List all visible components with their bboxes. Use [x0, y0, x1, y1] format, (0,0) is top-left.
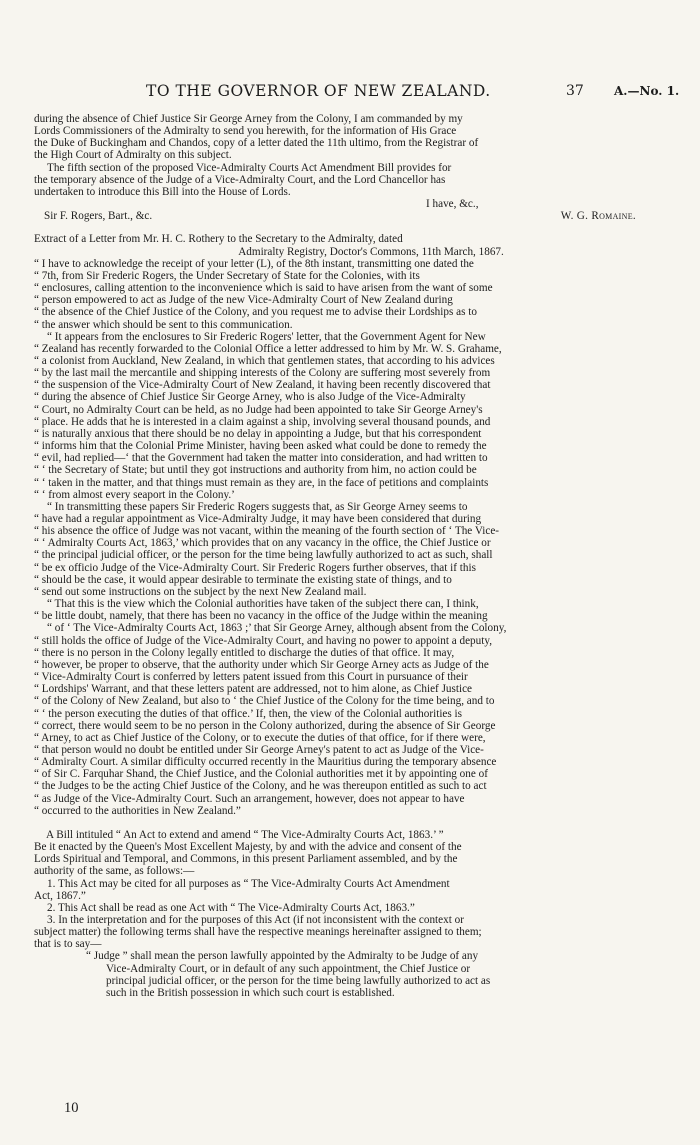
text-line: “ Admiralty Court. A similar difficulty occurred recently in the Mauritius during the temporary absence: [34, 756, 497, 769]
text-line: “ the Judges to be the acting Chief Justice of the Colony, and he was thereupon entitled as such to act: [34, 780, 487, 793]
text-line: The fifth section of the proposed Vice-Admiralty Courts Act Amendment Bill provides for: [47, 161, 452, 174]
text-line: “ person empowered to act as Judge of the new Vice-Admiralty Court of New Zealand during: [34, 294, 453, 307]
text-line: “ by the last mail the mercantile and shipping interests of the Colony are suffering most severely from: [34, 367, 491, 380]
text-line: “ still holds the office of Judge of the Vice-Admiralty Court, and having no power to appoint a deputy,: [34, 634, 493, 647]
folio-number: 10: [64, 1100, 79, 1116]
text-line: “ Court, no Admiralty Court can be held, as no Judge had been appointed to take Sir George Arney's: [34, 403, 483, 416]
text-line: “ occurred to the authorities in New Zealand.”: [34, 804, 241, 817]
text-line: “ Arney, to act as Chief Justice of the Colony, or to execute the duties of that office, for if there were,: [34, 731, 486, 744]
text-line: “ a colonist from Auckland, New Zealand, in which that gentlemen states, that according to his advices: [34, 354, 495, 367]
text-line: “ during the absence of Chief Justice Sir George Arney, who is also Judge of the Vice-Admiralty: [34, 391, 466, 404]
text-line: “ the absence of the Chief Justice of the Colony, and you request me to advise their Lordships as to: [34, 306, 477, 319]
text-line: “ of ‘ The Vice-Admiralty Courts Act, 1863 ;’ that Sir George Arney, although absent from the Colony,: [47, 622, 507, 635]
text-line: “ ‘ the person executing the duties of that office.’ If, then, the view of the Colonial authorities is: [34, 707, 463, 720]
definition-text: [34, 950, 668, 999]
text-line: “ should be the case, it would appear desirable to terminate the existing state of things, and to: [34, 573, 452, 586]
text-line: authority of the same, as follows:—: [34, 865, 195, 878]
signer-name: W. G. Romaine.: [560, 210, 636, 223]
text-line: “ Lordships' Warrant, and that these letters patent are addressed, not to him alone, as Chief Justice: [34, 683, 473, 696]
text-line: “ of the Colony of New Zealand, but also to ‘ the Chief Justice of the Colony for the time being, and to: [34, 695, 495, 708]
text-line: “ Judge ” shall mean the person lawfully appointed by the Admiralty to be Judge of any: [86, 950, 479, 963]
text-line: “ enclosures, calling attention to the inconvenience which is said to have arisen from the want of some: [34, 282, 493, 295]
text-line: “ be little doubt, namely, that there has been no vacancy in the office of the Judge within the meaning: [34, 610, 488, 623]
bill-text: [34, 841, 668, 950]
text-line: “ however, be proper to observe, that the authority under which Sir George Arney acts as Judge of the: [34, 658, 489, 671]
text-line: Vice-Admiralty Court, or in default of any such appointment, the Chief Justice or: [106, 962, 471, 975]
text-line: “ there is no person in the Colony legally entitled to discharge the duties of that office. It may,: [34, 646, 455, 659]
text-line: during the absence of Chief Justice Sir George Arney from the Colony, I am commanded by my: [34, 113, 463, 125]
text-line: “ place. He adds that he is interested in a claim against a ship, involving several thousand pounds, and: [34, 415, 491, 428]
text-line: principal judicial officer, or the person for the time being lawfully authorized to act as: [106, 974, 491, 987]
signature-row: [34, 210, 668, 222]
text-line: 3. In the interpretation and for the purposes of this Act (if not inconsistent with the context or: [47, 914, 464, 926]
text-line: the High Court of Admiralty on this subject.: [34, 149, 232, 162]
text-line: the temporary absence of the Judge of a Vice-Admiralty Court, and the Lord Chancellor has: [34, 173, 446, 186]
text-line: “ ‘ from almost every seaport in the Colony.’: [34, 488, 235, 501]
text-line: 2. This Act shall be read as one Act with “ The Vice-Admiralty Courts Act, 1863.”: [47, 901, 415, 914]
text-line: the Duke of Buckingham and Chandos, copy of a letter dated the 11th ultimo, from the Registrar of: [34, 137, 479, 150]
text-line: undertaken to introduce this Bill into the House of Lords.: [34, 185, 291, 198]
text-line: “ I have to acknowledge the receipt of your letter (L), of the 8th instant, transmitting one dated the: [34, 257, 474, 270]
addressee: Sir F. Rogers, Bart., &c.: [44, 210, 153, 223]
text-line: that is to say—: [34, 938, 102, 951]
closing-line: I have, &c.,: [426, 198, 479, 211]
spacer: [34, 817, 668, 829]
signature-block: [34, 198, 668, 222]
text-line: “ ‘ Admiralty Courts Act, 1863,’ which provides that on any vacancy in the office, the Chief Justice or: [34, 537, 491, 550]
text-line: “ Zealand has recently forwarded to the Colonial Office a letter addressed to him by Mr. W. S. Grahame,: [34, 342, 502, 355]
text-line: “ the suspension of the Vice-Admiralty Court of New Zealand, it having been recently discovered that: [34, 379, 491, 392]
text-line: “ In transmitting these papers Sir Frederic Rogers suggests that, as Sir George Arney seems to: [47, 500, 468, 513]
text-line: “ the answer which should be sent to this communication.: [34, 318, 293, 331]
page-number: 37: [566, 83, 584, 99]
text-line: subject matter) the following terms shall have the respective meanings hereinafter assigned to them;: [34, 926, 482, 939]
text-line: “ evil, had replied—‘ that the Government had taken the matter into consideration, and had written to: [34, 452, 488, 465]
extract-heading: Extract of a Letter from Mr. H. C. Rothery to the Secretary to the Admiralty, dated: [34, 233, 403, 246]
text-line: “ It appears from the enclosures to Sir Frederic Rogers' letter, that the Government Agent for New: [47, 330, 486, 343]
letter-intro: [34, 113, 668, 198]
extract-subheading: Admiralty Registry, Doctor's Commons, 11th March, 1867.: [238, 245, 504, 258]
text-line: “ as Judge of the Vice-Admiralty Court. Such an arrangement, however, does not appear to have: [34, 792, 465, 805]
text-line: “ That this is the view which the Colonial authorities have taken of the subject there can, I think,: [47, 598, 479, 611]
text-line: “ of Sir C. Farquhar Shand, the Chief Justice, and the Colonial authorities met it by appointing one of: [34, 768, 488, 781]
text-line: “ Vice-Admiralty Court is conferred by letters patent issued from this Court in pursuance of their: [34, 671, 468, 684]
page-body: [34, 113, 668, 999]
text-line: Lords Spiritual and Temporal, and Commons, in this present Parliament assembled, and by the: [34, 853, 458, 866]
text-line: “ correct, there would seem to be no person in the Colony authorized, during the absence of Sir George: [34, 719, 496, 732]
bill-title: A Bill intituled “ An Act to extend and amend “ The Vice-Admiralty Courts Act, 1863.’ ”: [46, 828, 444, 841]
text-line: “ the principal judicial officer, or the person for the time being lawfully authorized to act as such, shall: [34, 549, 493, 562]
text-line: “ ‘ taken in the matter, and that things must remain as they are, in the face of petitions and complaints: [34, 476, 489, 489]
text-line: Act, 1867.”: [34, 889, 86, 902]
text-line: “ be ex officio Judge of the Vice-Admiralty Court. Sir Frederic Rogers further observes, that if this: [34, 561, 476, 574]
text-line: “ 7th, from Sir Frederic Rogers, the Under Secretary of State for the Colonies, with its: [34, 269, 420, 282]
text-line: 1. This Act may be cited for all purposes as “ The Vice-Admiralty Courts Act Amendment: [47, 877, 450, 890]
text-line: such in the British possession in which such court is established.: [106, 986, 395, 999]
text-line: “ informs him that the Colonial Prime Minister, having been asked what could be done to remedy the: [34, 440, 487, 453]
text-line: “ send out some instructions on the subject by the next New Zealand mail.: [34, 585, 367, 598]
text-line: Be it enacted by the Queen's Most Excellent Majesty, by and with the advice and consent of the: [34, 841, 462, 854]
text-line: “ that person would no doubt be entitled under Sir George Arney's patent to act as Judge of the Vice-: [34, 743, 484, 756]
extract-text: [34, 258, 668, 817]
running-title: TO THE GOVERNOR OF NEW ZEALAND.: [146, 82, 491, 100]
text-line: “ is naturally anxious that there should be no delay in appointing a Judge, but that his correspondent: [34, 427, 482, 440]
page-header: [0, 82, 700, 106]
text-line: “ have had a regular appointment as Vice-Admiralty Judge, it may have been considered that during: [34, 513, 482, 525]
paper-reference: A.—No. 1.: [614, 84, 680, 98]
text-line: Lords Commissioners of the Admiralty to send you herewith, for the information of His Grace: [34, 125, 457, 138]
text-line: “ ‘ the Secretary of State; but until they got instructions and authority from him, no action could be: [34, 464, 477, 477]
text-line: “ his absence the office of Judge was not vacant, within the meaning of the fourth section of ‘ The Vice-: [34, 525, 500, 538]
